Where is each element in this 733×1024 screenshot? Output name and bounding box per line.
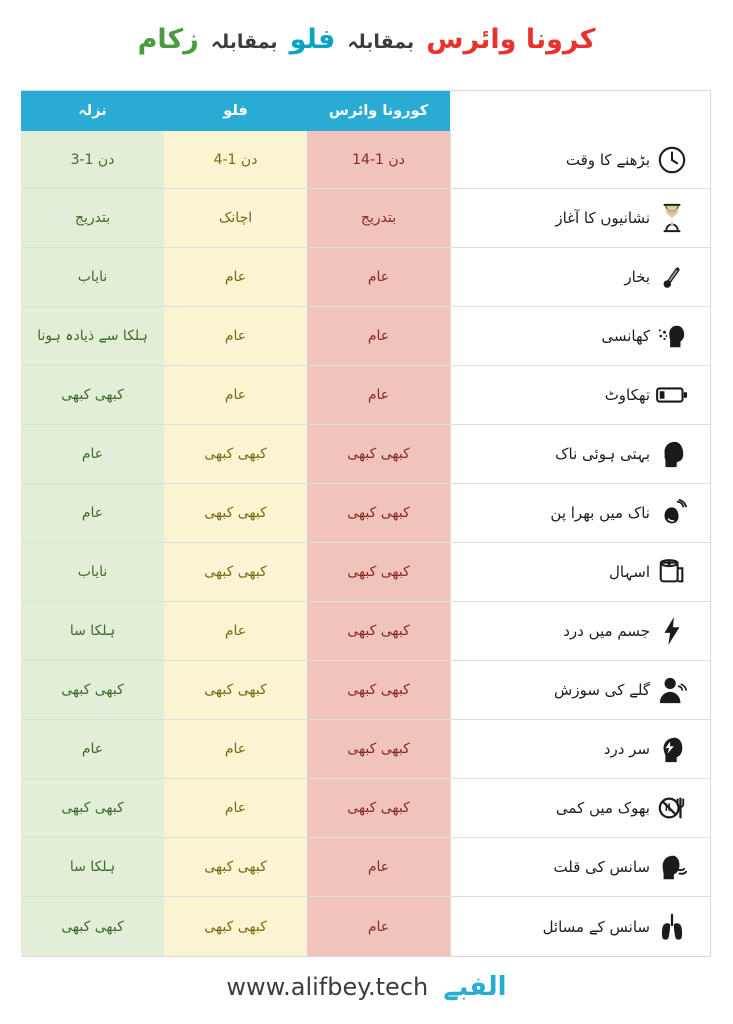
symptom-cell	[450, 484, 710, 543]
table-row	[21, 897, 710, 956]
lungs-icon	[650, 907, 694, 947]
website-url[interactable]: www.alifbey.tech	[226, 973, 429, 1001]
symptom-label: اسہال	[609, 563, 650, 581]
flu-value: عام	[164, 248, 307, 307]
symptom-label: کھانسی	[601, 327, 650, 345]
symptom-label: گلے کی سوزش	[554, 681, 650, 699]
corona-value: عام	[307, 366, 450, 425]
flu-value: کبھی کبھی	[164, 897, 307, 956]
title-vs-1: بمقابلہ	[347, 31, 415, 53]
table-row	[21, 838, 710, 897]
table-row	[21, 189, 710, 248]
flu-value: کبھی کبھی	[164, 838, 307, 897]
cold-value: کبھی کبھی	[21, 779, 164, 838]
symptom-cell	[450, 838, 710, 897]
no-appetite-icon	[650, 788, 694, 828]
footer	[0, 972, 733, 1002]
brand-name-arabic: الفبے	[443, 972, 507, 1002]
flu-value: عام	[164, 602, 307, 661]
corona-value: عام	[307, 838, 450, 897]
flu-value: کبھی کبھی	[164, 661, 307, 720]
flu-value: کبھی کبھی	[164, 484, 307, 543]
flu-value: عام	[164, 366, 307, 425]
headache-icon	[650, 729, 694, 769]
symptom-cell	[450, 720, 710, 779]
corona-value: کبھی کبھی	[307, 720, 450, 779]
cold-value: عام	[21, 720, 164, 779]
header-cold: نزلہ	[21, 91, 164, 131]
corona-value: کبھی کبھی	[307, 425, 450, 484]
symptom-label: بڑھنے کا وقت	[565, 150, 650, 169]
symptom-label: بخار	[624, 268, 650, 286]
flu-value: عام	[164, 779, 307, 838]
cold-value: ہلکا سے ذیادہ ہونا	[21, 307, 164, 366]
table-row	[21, 661, 710, 720]
flu-value: دن 1-4	[164, 131, 307, 189]
flu-value: عام	[164, 307, 307, 366]
corona-value: کبھی کبھی	[307, 661, 450, 720]
header-corona: کورونا وائرس	[307, 91, 450, 131]
cold-value: عام	[21, 425, 164, 484]
cold-value: کبھی کبھی	[21, 366, 164, 425]
table-row	[21, 779, 710, 838]
symptom-label: بہتی ہوئی ناک	[555, 445, 650, 463]
flu-value: اچانک	[164, 189, 307, 248]
header-flu: فلو	[164, 91, 307, 131]
cold-value: نایاب	[21, 248, 164, 307]
symptom-label: تھکاوٹ	[604, 386, 650, 404]
corona-value: عام	[307, 307, 450, 366]
corona-value: کبھی کبھی	[307, 484, 450, 543]
symptom-cell	[450, 366, 710, 425]
cold-value: ہلکا سا	[21, 602, 164, 661]
symptom-cell	[450, 131, 710, 189]
body-ache-icon	[650, 611, 694, 651]
symptom-label: سانس کے مسائل	[542, 917, 650, 936]
symptom-cell	[450, 425, 710, 484]
symptom-label: ناک میں بھرا پن	[550, 504, 650, 522]
title-flu: فلو	[289, 24, 336, 55]
table-row	[21, 366, 710, 425]
corona-value: بتدریج	[307, 189, 450, 248]
flu-value: کبھی کبھی	[164, 543, 307, 602]
flu-value: عام	[164, 720, 307, 779]
low-battery-icon	[650, 375, 694, 415]
table-row	[21, 307, 710, 366]
thermometer-icon	[650, 257, 694, 297]
corona-value: کبھی کبھی	[307, 602, 450, 661]
table-row	[21, 484, 710, 543]
symptom-cell	[450, 307, 710, 366]
title-cold: زکام	[137, 24, 199, 55]
symptom-label: جسم میں درد	[563, 622, 650, 640]
symptom-label: سانس کی قلت	[553, 858, 650, 876]
symptom-cell	[450, 543, 710, 602]
table-row	[21, 248, 710, 307]
cold-value: کبھی کبھی	[21, 661, 164, 720]
symptom-cell	[450, 602, 710, 661]
cold-value: کبھی کبھی	[21, 897, 164, 956]
cold-value: بتدریج	[21, 189, 164, 248]
corona-value: دن 1-14	[307, 131, 450, 189]
cold-value: عام	[21, 484, 164, 543]
cold-value: ہلکا سا	[21, 838, 164, 897]
table-row	[21, 131, 710, 189]
symptom-cell	[450, 897, 710, 956]
title-vs-2: بمقابلہ	[210, 31, 278, 53]
page-title	[0, 0, 733, 65]
flu-value: کبھی کبھی	[164, 425, 307, 484]
sore-throat-icon	[650, 670, 694, 710]
symptom-cell	[450, 248, 710, 307]
table-header-row	[21, 91, 710, 131]
table-row	[21, 425, 710, 484]
shortness-of-breath-icon	[650, 847, 694, 887]
table-row	[21, 602, 710, 661]
symptom-label: سر درد	[603, 740, 650, 758]
table-row	[21, 720, 710, 779]
symptom-label: نشانیوں کا آغاز	[555, 209, 650, 227]
corona-value: کبھی کبھی	[307, 779, 450, 838]
header-symptom	[450, 91, 710, 131]
corona-value: عام	[307, 897, 450, 956]
symptom-cell	[450, 779, 710, 838]
symptom-label: بھوک میں کمی	[555, 799, 650, 817]
table-row	[21, 543, 710, 602]
cold-value: نایاب	[21, 543, 164, 602]
sneeze-icon	[650, 493, 694, 533]
comparison-table	[22, 90, 711, 957]
hourglass-icon	[650, 198, 694, 238]
clock-icon	[650, 140, 694, 180]
runny-nose-icon	[650, 434, 694, 474]
corona-value: عام	[307, 248, 450, 307]
corona-value: کبھی کبھی	[307, 543, 450, 602]
title-corona: کرونا وائرس	[426, 24, 596, 55]
cold-value: دن 1-3	[21, 131, 164, 189]
symptom-cell	[450, 661, 710, 720]
toilet-paper-icon	[650, 552, 694, 592]
cough-icon	[650, 316, 694, 356]
symptom-cell	[450, 189, 710, 248]
